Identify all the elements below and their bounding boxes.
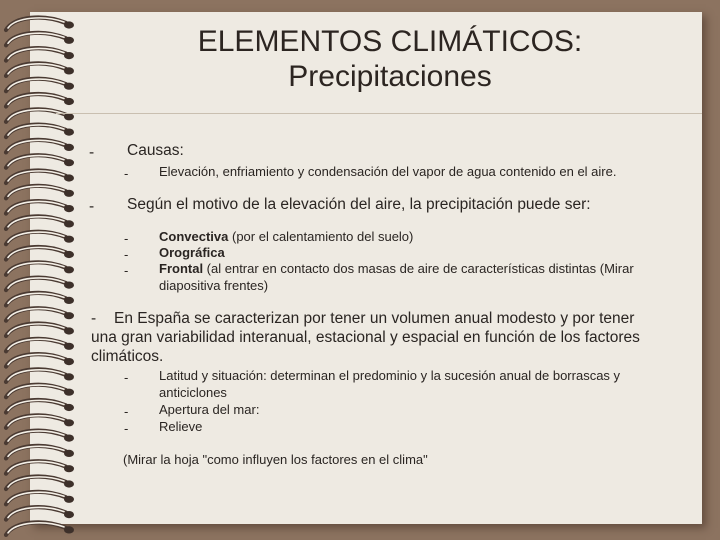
espana-line-2: una gran variabilidad interanual, estacional y espacial en función de los factores: [91, 329, 640, 346]
bullet-dash: -: [89, 198, 95, 215]
binding-ring: [6, 308, 74, 320]
binding-ring: [6, 155, 74, 167]
binding-ring: [6, 477, 74, 489]
segun-item-frontal-cont: diapositiva frentes): [159, 278, 269, 293]
title-line-1: ELEMENTOS CLIMÁTICOS:: [197, 25, 583, 58]
segun-item-convectiva: [159, 229, 413, 244]
binding-ring: [6, 232, 74, 244]
bullet-dash: -: [124, 247, 129, 262]
factores-note: (Mirar la hoja "como influyen los factores en el clima": [123, 452, 428, 467]
binding-ring: [6, 400, 74, 412]
binding-ring: [6, 461, 74, 473]
binding-ring: [6, 522, 74, 534]
item-rest: (al entrar en contacto dos masas de aire de características distintas (Mirar: [203, 261, 634, 276]
bullet-dash: -: [124, 231, 129, 246]
bullet-dash: -: [89, 144, 95, 161]
item-bold: Convectiva: [159, 229, 229, 244]
causas-label: Causas:: [127, 142, 184, 159]
bullet-dash: -: [124, 421, 129, 436]
binding-ring: [6, 446, 74, 458]
binding-ring: [6, 431, 74, 443]
item-bold: Orográfica: [159, 245, 225, 260]
binding-ring: [6, 278, 74, 290]
factor-apertura: Apertura del mar:: [159, 402, 260, 417]
bullet-dash: -: [124, 370, 129, 385]
binding-ring: [6, 293, 74, 305]
bullet-dash: -: [124, 263, 129, 278]
segun-item-orografica: [159, 245, 225, 260]
title-divider: [56, 113, 702, 114]
binding-ring: [6, 171, 74, 183]
factor-latitud-cont: anticiclones: [159, 385, 227, 400]
binding-ring: [6, 354, 74, 366]
binding-ring: [6, 492, 74, 504]
binding-ring: [6, 369, 74, 381]
binding-ring: [6, 262, 74, 274]
binding-ring: [6, 339, 74, 351]
binding-ring: [6, 125, 74, 137]
bullet-dash: -: [91, 310, 97, 327]
slide-title: [60, 24, 720, 94]
espana-line-3: climáticos.: [91, 348, 164, 365]
bullet-dash: -: [124, 166, 129, 181]
segun-text: Según el motivo de la elevación del aire, la precipitación puede ser:: [127, 196, 591, 213]
binding-ring: [6, 385, 74, 397]
title-line-2: Precipitaciones: [288, 60, 492, 93]
causas-item: Elevación, enfriamiento y condensación del vapor de agua contenido en el aire.: [159, 164, 617, 179]
binding-ring: [6, 247, 74, 259]
binding-ring: [6, 201, 74, 213]
factor-relieve: Relieve: [159, 419, 203, 434]
binding-ring: [6, 109, 74, 121]
segun-item-frontal: [159, 261, 634, 276]
espana-line-1: En España se caracterizan por tener un volumen anual modesto y por tener: [114, 310, 635, 327]
binding-ring: [6, 324, 74, 336]
binding-ring: [6, 140, 74, 152]
binding-ring: [6, 94, 74, 106]
factor-latitud: Latitud y situación: determinan el predominio y la sucesión anual de borrascas y: [159, 368, 621, 383]
bullet-dash: -: [124, 404, 129, 419]
binding-ring: [6, 216, 74, 228]
binding-ring: [6, 507, 74, 519]
binding-ring: [6, 186, 74, 198]
item-bold: Frontal: [159, 261, 204, 276]
binding-ring: [6, 415, 74, 427]
item-rest: (por el calentamiento del suelo): [228, 229, 414, 244]
